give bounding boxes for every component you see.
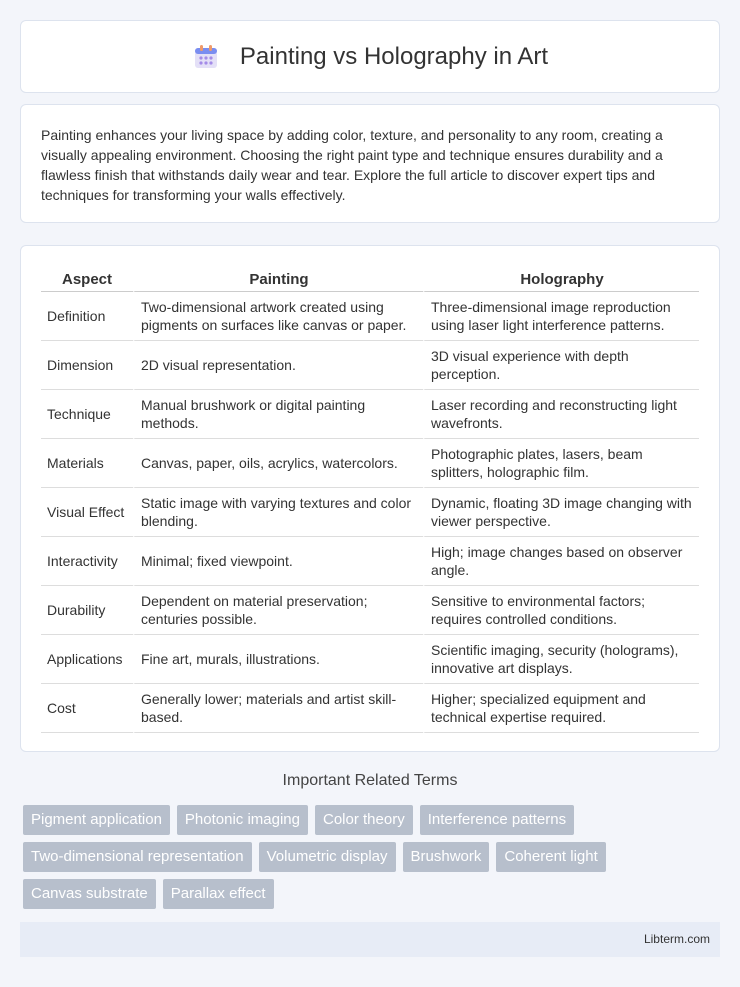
page-title: Painting vs Holography in Art [239, 42, 549, 70]
term-tag[interactable]: Canvas substrate [23, 879, 156, 909]
term-tag[interactable]: Coherent light [496, 842, 605, 872]
table-row [41, 635, 699, 684]
calendar-icon [192, 43, 220, 71]
term-tag[interactable]: Color theory [315, 805, 413, 835]
footer-site-link[interactable]: Libterm.com [643, 932, 710, 946]
term-tag[interactable]: Parallax effect [163, 879, 274, 909]
cell-aspect: Cost [41, 684, 133, 733]
term-tag[interactable]: Volumetric display [259, 842, 396, 872]
intro-text: Painting enhances your living space by adding color, texture, and personality to any room, creating a visually appealing environment. Choosing the right paint type and technique ensures durability and a flawless finish that withstands daily wear and tear. Explore the full article to discover expert tips and techniques for transforming your walls effectively. [41, 127, 663, 203]
cell-painting: Generally lower; materials and artist skill-based. [133, 684, 423, 733]
table-row [41, 390, 699, 439]
cell-painting: Minimal; fixed viewpoint. [133, 537, 423, 586]
table-header-row [41, 266, 699, 292]
cell-painting: Two-dimensional artwork created using pigments on surfaces like canvas or paper. [133, 292, 423, 341]
header-aspect: Aspect [41, 266, 133, 292]
cell-aspect: Definition [41, 292, 133, 341]
comparison-card [20, 245, 720, 752]
cell-painting: Manual brushwork or digital painting methods. [133, 390, 423, 439]
table-row [41, 488, 699, 537]
term-tag[interactable]: Brushwork [403, 842, 490, 872]
table-row [41, 684, 699, 733]
intro-card [20, 104, 720, 223]
table-row [41, 439, 699, 488]
table-row [41, 586, 699, 635]
table-row [41, 341, 699, 390]
cell-painting: Fine art, murals, illustrations. [133, 635, 423, 684]
header-painting: Painting [133, 266, 423, 292]
cell-painting: Canvas, paper, oils, acrylics, watercolors. [133, 439, 423, 488]
term-tag[interactable]: Interference patterns [420, 805, 574, 835]
cell-aspect: Technique [41, 390, 133, 439]
cell-aspect: Applications [41, 635, 133, 684]
cell-aspect: Interactivity [41, 537, 133, 586]
cell-holography: Dynamic, floating 3D image changing with viewer perspective. [423, 488, 699, 537]
table-row [41, 292, 699, 341]
cell-aspect: Visual Effect [41, 488, 133, 537]
term-tag[interactable]: Pigment application [23, 805, 170, 835]
related-terms-title: Important Related Terms [282, 772, 458, 789]
cell-aspect: Dimension [41, 341, 133, 390]
cell-painting: Static image with varying textures and color blending. [133, 488, 423, 537]
footer [20, 922, 720, 957]
cell-painting: Dependent on material preservation; centuries possible. [133, 586, 423, 635]
cell-holography: Three-dimensional image reproduction using laser light interference patterns. [423, 292, 699, 341]
cell-holography: Higher; specialized equipment and technical expertise required. [423, 684, 699, 733]
cell-holography: Sensitive to environmental factors; requires controlled conditions. [423, 586, 699, 635]
comparison-table [41, 266, 699, 733]
header-card [20, 20, 720, 93]
term-tag[interactable]: Two-dimensional representation [23, 842, 252, 872]
cell-holography: Photographic plates, lasers, beam splitters, holographic film. [423, 439, 699, 488]
term-tag[interactable]: Photonic imaging [177, 805, 308, 835]
cell-holography: Laser recording and reconstructing light wavefronts. [423, 390, 699, 439]
cell-aspect: Durability [41, 586, 133, 635]
cell-holography: 3D visual experience with depth perception. [423, 341, 699, 390]
related-terms-list [23, 805, 723, 909]
header-holography: Holography [423, 266, 699, 292]
cell-painting: 2D visual representation. [133, 341, 423, 390]
cell-holography: Scientific imaging, security (holograms), innovative art displays. [423, 635, 699, 684]
cell-holography: High; image changes based on observer angle. [423, 537, 699, 586]
table-row [41, 537, 699, 586]
cell-aspect: Materials [41, 439, 133, 488]
